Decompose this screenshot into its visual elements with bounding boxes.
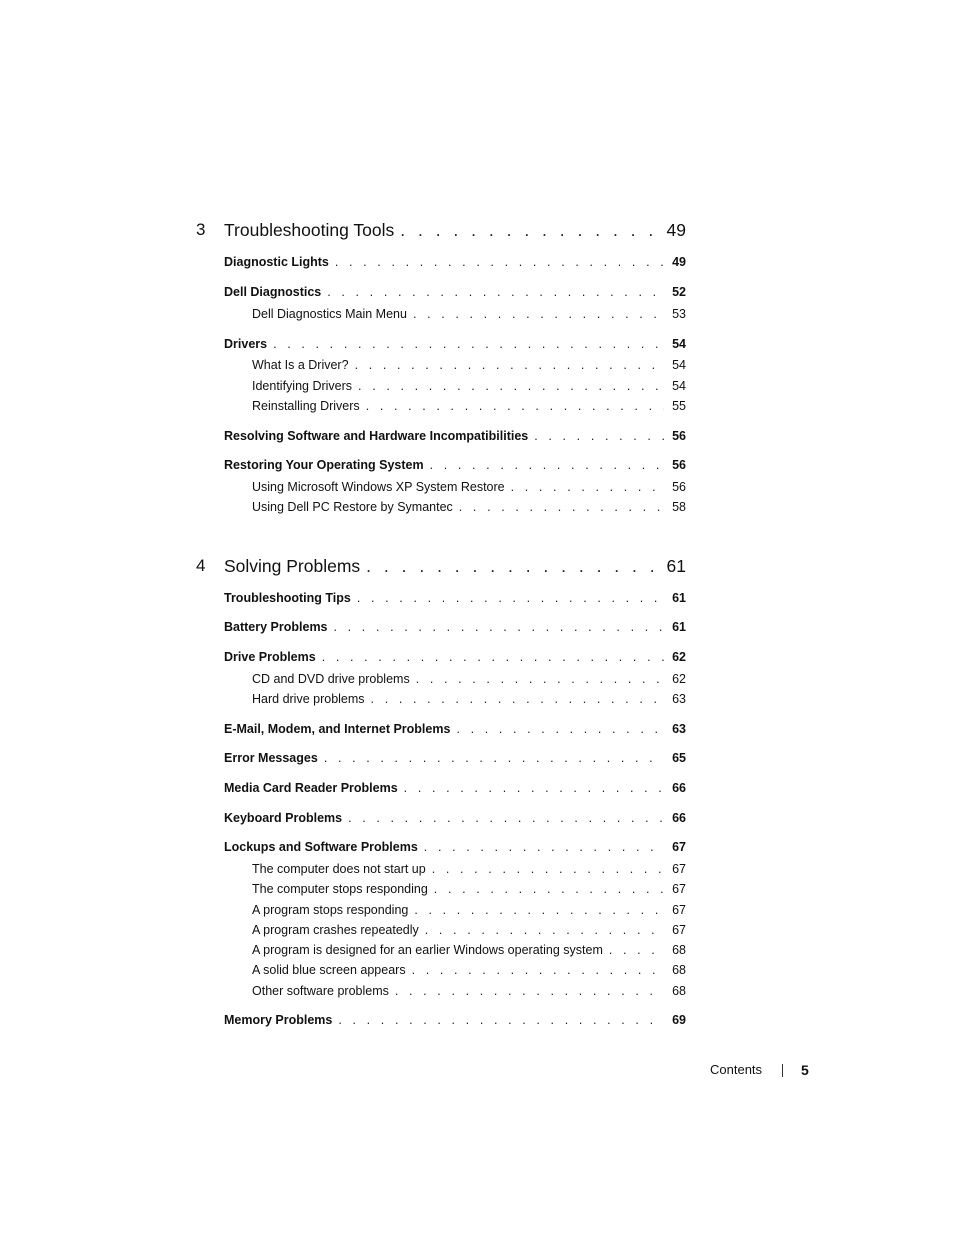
entry-page: 52: [672, 285, 686, 299]
entry-page: 49: [672, 255, 686, 269]
dot-leader: [322, 647, 664, 667]
dot-leader: [400, 216, 658, 244]
dot-leader: [425, 920, 664, 940]
toc-entry[interactable]: [224, 252, 686, 272]
entry-page: 68: [672, 943, 686, 957]
entry-page: 65: [672, 751, 686, 765]
entry-page: 54: [672, 379, 686, 393]
footer-divider: [782, 1064, 783, 1077]
toc-subentry[interactable]: [252, 981, 686, 1001]
entry-page: 63: [672, 722, 686, 736]
entry-page: 61: [672, 591, 686, 605]
footer-label: Contents: [710, 1062, 763, 1077]
toc-entry[interactable]: [224, 837, 686, 857]
dot-leader: [459, 497, 664, 517]
entry-title: Memory Problems: [224, 1013, 333, 1027]
entry-title: The computer stops responding: [252, 882, 428, 896]
toc-subentry[interactable]: [252, 689, 686, 709]
entry-page: 67: [672, 862, 686, 876]
entry-page: 62: [672, 672, 686, 686]
dot-leader: [434, 879, 664, 899]
entry-title: Error Messages: [224, 751, 318, 765]
entry-title: Diagnostic Lights: [224, 255, 329, 269]
toc-subentry[interactable]: [252, 396, 686, 416]
entry-title: Dell Diagnostics: [224, 285, 322, 299]
page-footer: [710, 1060, 809, 1080]
entry-title: A program stops responding: [252, 903, 409, 917]
dot-leader: [511, 477, 664, 497]
dot-leader: [395, 981, 664, 1001]
entry-title: CD and DVD drive problems: [252, 672, 410, 686]
chapter-3: [196, 216, 686, 244]
entry-page: 67: [672, 923, 686, 937]
entry-page: 63: [672, 692, 686, 706]
dot-leader: [355, 355, 664, 375]
dot-leader: [430, 455, 664, 475]
entry-page: 67: [672, 840, 686, 854]
toc-subentry[interactable]: [252, 376, 686, 396]
toc-entry[interactable]: [224, 808, 686, 828]
chapter-page: 61: [666, 556, 686, 576]
entry-title: Troubleshooting Tips: [224, 591, 351, 605]
chapter-number: 4: [196, 556, 206, 575]
entry-title: Drivers: [224, 337, 268, 351]
entry-title: What Is a Driver?: [252, 358, 349, 372]
dot-leader: [371, 689, 664, 709]
entry-page: 62: [672, 650, 686, 664]
dot-leader: [335, 252, 664, 272]
dot-leader: [324, 748, 664, 768]
entry-title: Reinstalling Drivers: [252, 399, 360, 413]
entry-page: 61: [672, 620, 686, 634]
entry-title: Media Card Reader Problems: [224, 781, 398, 795]
dot-leader: [273, 334, 664, 354]
entry-page: 54: [672, 358, 686, 372]
entry-page: 69: [672, 1013, 686, 1027]
entry-title: Identifying Drivers: [252, 379, 353, 393]
entry-title: Hard drive problems: [252, 692, 365, 706]
entry-title: E-Mail, Modem, and Internet Problems: [224, 722, 451, 736]
dot-leader: [334, 617, 664, 637]
entry-title: Lockups and Software Problems: [224, 840, 418, 854]
chapter-number: 3: [196, 220, 206, 239]
toc-subentry[interactable]: [252, 355, 686, 375]
toc-subentry[interactable]: [252, 960, 686, 980]
entry-title: Other software problems: [252, 984, 389, 998]
toc-subentry[interactable]: [252, 900, 686, 920]
entry-page: 68: [672, 963, 686, 977]
entry-page: 66: [672, 781, 686, 795]
entry-title: Restoring Your Operating System: [224, 458, 424, 472]
entry-page: 67: [672, 903, 686, 917]
toc-entry[interactable]: [224, 1010, 686, 1030]
toc-entry[interactable]: [224, 647, 686, 667]
entry-title: Keyboard Problems: [224, 811, 343, 825]
entry-title: Battery Problems: [224, 620, 328, 634]
chapter-title[interactable]: Troubleshooting Tools: [224, 220, 395, 240]
entry-page: 54: [672, 337, 686, 351]
dot-leader: [358, 376, 664, 396]
entry-title: A program is designed for an earlier Windows operating system: [252, 943, 603, 957]
toc-entry[interactable]: [224, 617, 686, 637]
dot-leader: [609, 940, 664, 960]
dot-leader: [416, 669, 664, 689]
toc-subentry[interactable]: [252, 920, 686, 940]
toc-subentry[interactable]: [252, 669, 686, 689]
entry-page: 58: [672, 500, 686, 514]
dot-leader: [366, 552, 658, 580]
dot-leader: [357, 588, 664, 608]
dot-leader: [413, 304, 664, 324]
dot-leader: [412, 960, 664, 980]
dot-leader: [404, 778, 664, 798]
dot-leader: [366, 396, 664, 416]
toc-entry[interactable]: [224, 588, 686, 608]
dot-leader: [534, 426, 664, 446]
toc-entry[interactable]: [224, 426, 686, 446]
entry-page: 53: [672, 307, 686, 321]
dot-leader: [424, 837, 664, 857]
entry-page: 67: [672, 882, 686, 896]
entry-page: 66: [672, 811, 686, 825]
entry-title: Using Microsoft Windows XP System Restore: [252, 480, 505, 494]
entry-page: 56: [672, 458, 686, 472]
entry-title: Drive Problems: [224, 650, 316, 664]
dot-leader: [456, 719, 664, 739]
toc-subentry[interactable]: [252, 304, 686, 324]
dot-leader: [327, 282, 664, 302]
dot-leader: [432, 859, 664, 879]
entry-page: 68: [672, 984, 686, 998]
entry-title: The computer does not start up: [252, 862, 426, 876]
toc-entry[interactable]: [224, 748, 686, 768]
dot-leader: [338, 1010, 664, 1030]
chapter-title[interactable]: Solving Problems: [224, 556, 361, 576]
entry-title: A solid blue screen appears: [252, 963, 406, 977]
chapter-heading[interactable]: [196, 552, 686, 580]
dot-leader: [348, 808, 664, 828]
toc-subentry[interactable]: [252, 940, 686, 960]
entry-title: A program crashes repeatedly: [252, 923, 419, 937]
entry-page: 56: [672, 480, 686, 494]
toc-entry[interactable]: [224, 334, 686, 354]
chapter-heading[interactable]: [196, 216, 686, 244]
entry-page: 56: [672, 429, 686, 443]
chapter-4: [196, 552, 686, 580]
toc-subentry[interactable]: [252, 477, 686, 497]
chapter-page: 49: [666, 220, 686, 240]
entry-title: Using Dell PC Restore by Symantec: [252, 500, 453, 514]
toc-entry[interactable]: [224, 719, 686, 739]
toc-subentry[interactable]: [252, 879, 686, 899]
toc-entry[interactable]: [224, 778, 686, 798]
entry-title: Resolving Software and Hardware Incompatibilities: [224, 429, 529, 443]
entry-page: 55: [672, 399, 686, 413]
entry-title: Dell Diagnostics Main Menu: [252, 307, 407, 321]
toc-entry[interactable]: [224, 455, 686, 475]
dot-leader: [414, 900, 664, 920]
toc-subentry[interactable]: [252, 859, 686, 879]
footer-page-number: 5: [801, 1062, 809, 1078]
toc-entry[interactable]: [224, 282, 686, 302]
toc-subentry[interactable]: [252, 497, 686, 517]
